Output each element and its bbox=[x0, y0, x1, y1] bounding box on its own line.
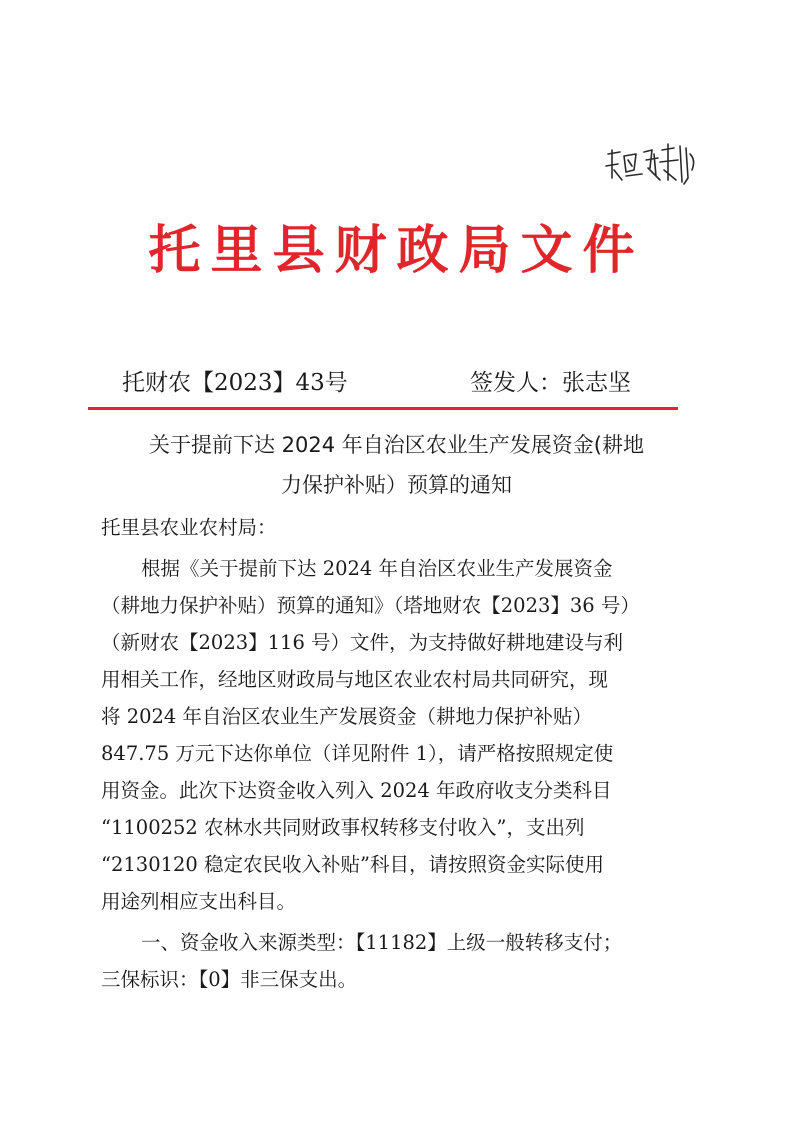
red-separator-line bbox=[88, 407, 678, 410]
body-line: （耕地力保护补贴）预算的通知》（塔地财农【2023】36 号） bbox=[101, 594, 640, 617]
document-number: 托财农【2023】43号 bbox=[122, 370, 348, 396]
body-line: “2130120 稳定农民收入补贴”科目，请按照资金实际使用 bbox=[101, 853, 604, 876]
body-line: 将 2024 年自治区农业生产发展资金（耕地力保护补贴） bbox=[101, 705, 593, 728]
document-title-line: 力保护补贴）预算的通知 bbox=[281, 473, 512, 497]
document-header-title: 托里县财政局文件 bbox=[148, 221, 645, 281]
handwritten-signature bbox=[602, 140, 702, 190]
body-line: 用相关工作，经地区财政局与地区农业农村局共同研究，现 bbox=[101, 668, 609, 691]
body-line: 用途列相应支出科目。 bbox=[101, 890, 297, 913]
body-line: 根据《关于提前下达 2024 年自治区农业生产发展资金 bbox=[141, 557, 613, 580]
recipient: 托里县农业农村局： bbox=[101, 516, 277, 539]
body-line: “1100252 农林水共同财政事权转移支付收入”，支出列 bbox=[101, 816, 585, 839]
document-title bbox=[80, 425, 713, 505]
body-line: 847.75 万元下达你单位（详见附件 1），请严格按照规定使 bbox=[101, 742, 614, 765]
body-line: 三保标识：【0】非三保支出。 bbox=[101, 968, 358, 991]
body-line: （新财农【2023】116 号）文件，为支持做好耕地建设与利 bbox=[101, 631, 624, 654]
issuer-signatory: 签发人：张志坚 bbox=[470, 370, 631, 396]
document-title-line: 关于提前下达 2024 年自治区农业生产发展资金(耕地 bbox=[149, 433, 644, 457]
body-line: 用资金。此次下达资金收入列入 2024 年政府收支分类科目 bbox=[101, 779, 612, 802]
document-body bbox=[101, 550, 691, 998]
body-line: 一、资金收入来源类型：【11182】上级一般转移支付； bbox=[141, 931, 623, 954]
